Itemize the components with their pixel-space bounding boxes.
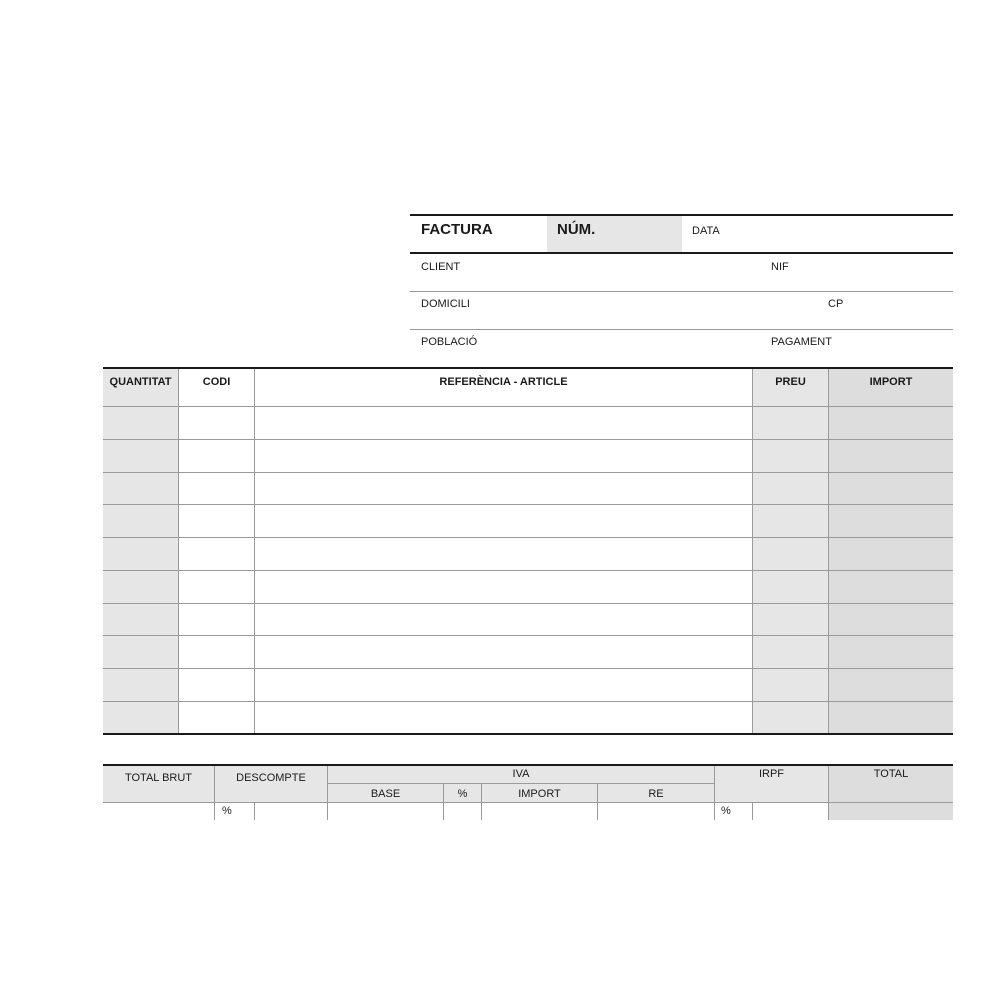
address-label: DOMICILI — [421, 298, 470, 310]
table-row-line — [103, 701, 953, 702]
vat-subdivider — [481, 784, 482, 820]
town-label: POBLACIÓ — [421, 336, 478, 348]
address-divider — [410, 329, 953, 330]
table-row-line — [103, 537, 953, 538]
col-divider-4 — [828, 369, 829, 733]
table-row-line — [103, 504, 953, 505]
irpf-label: IRPF — [758, 768, 785, 780]
quantity-column-shade — [103, 369, 178, 733]
col-divider-1 — [178, 369, 179, 733]
table-row-line — [103, 406, 953, 407]
discount-label: DESCOMPTE — [236, 772, 306, 784]
client-divider — [410, 291, 953, 292]
items-table-top-border — [103, 367, 953, 369]
table-row-line — [103, 635, 953, 636]
import-column-shade — [829, 369, 953, 733]
vat-subdivider — [443, 784, 444, 820]
header-second-border — [410, 252, 953, 254]
col-header-reference: REFERÈNCIA - ARTICLE — [439, 376, 568, 388]
items-table-bottom-border — [103, 733, 953, 735]
vat-label: IVA — [512, 768, 530, 780]
col-header-import: IMPORT — [869, 376, 913, 388]
totals-divider — [214, 766, 215, 820]
totals-divider — [828, 766, 829, 820]
col-header-quantity: QUANTITAT — [109, 376, 172, 388]
vat-percent-label: % — [457, 788, 468, 800]
totals-top-border — [103, 764, 953, 766]
vat-subdivider — [597, 784, 598, 820]
col-header-code: CODI — [202, 376, 231, 388]
vat-re-label: RE — [648, 788, 664, 800]
vat-subheader-line — [328, 783, 714, 784]
vat-import-label: IMPORT — [518, 788, 561, 800]
invoice-number-label: NÚM. — [557, 221, 596, 238]
totals-header-bottom-line — [103, 802, 953, 803]
table-row-line — [103, 472, 953, 473]
client-label: CLIENT — [421, 261, 461, 273]
table-row-line — [103, 570, 953, 571]
discount-subdivider — [254, 803, 255, 820]
price-column-shade — [753, 369, 828, 733]
col-header-price: PREU — [775, 376, 806, 388]
discount-percent-sign: % — [222, 805, 232, 817]
table-row-line — [103, 439, 953, 440]
col-divider-2 — [254, 369, 255, 733]
totals-divider — [327, 766, 328, 820]
irpf-percent-sign: % — [721, 805, 731, 817]
vat-base-label: BASE — [370, 788, 401, 800]
date-label: DATA — [692, 225, 720, 237]
total-brut-label: TOTAL BRUT — [124, 772, 193, 784]
irpf-subdivider — [752, 803, 753, 820]
totals-divider — [714, 766, 715, 820]
total-label: TOTAL — [873, 768, 909, 780]
col-divider-3 — [752, 369, 753, 733]
invoice-title: FACTURA — [421, 221, 493, 238]
payment-label: PAGAMENT — [771, 336, 832, 348]
table-row-line — [103, 603, 953, 604]
nif-label: NIF — [771, 261, 789, 273]
table-row-line — [103, 668, 953, 669]
postal-code-label: CP — [828, 298, 844, 310]
